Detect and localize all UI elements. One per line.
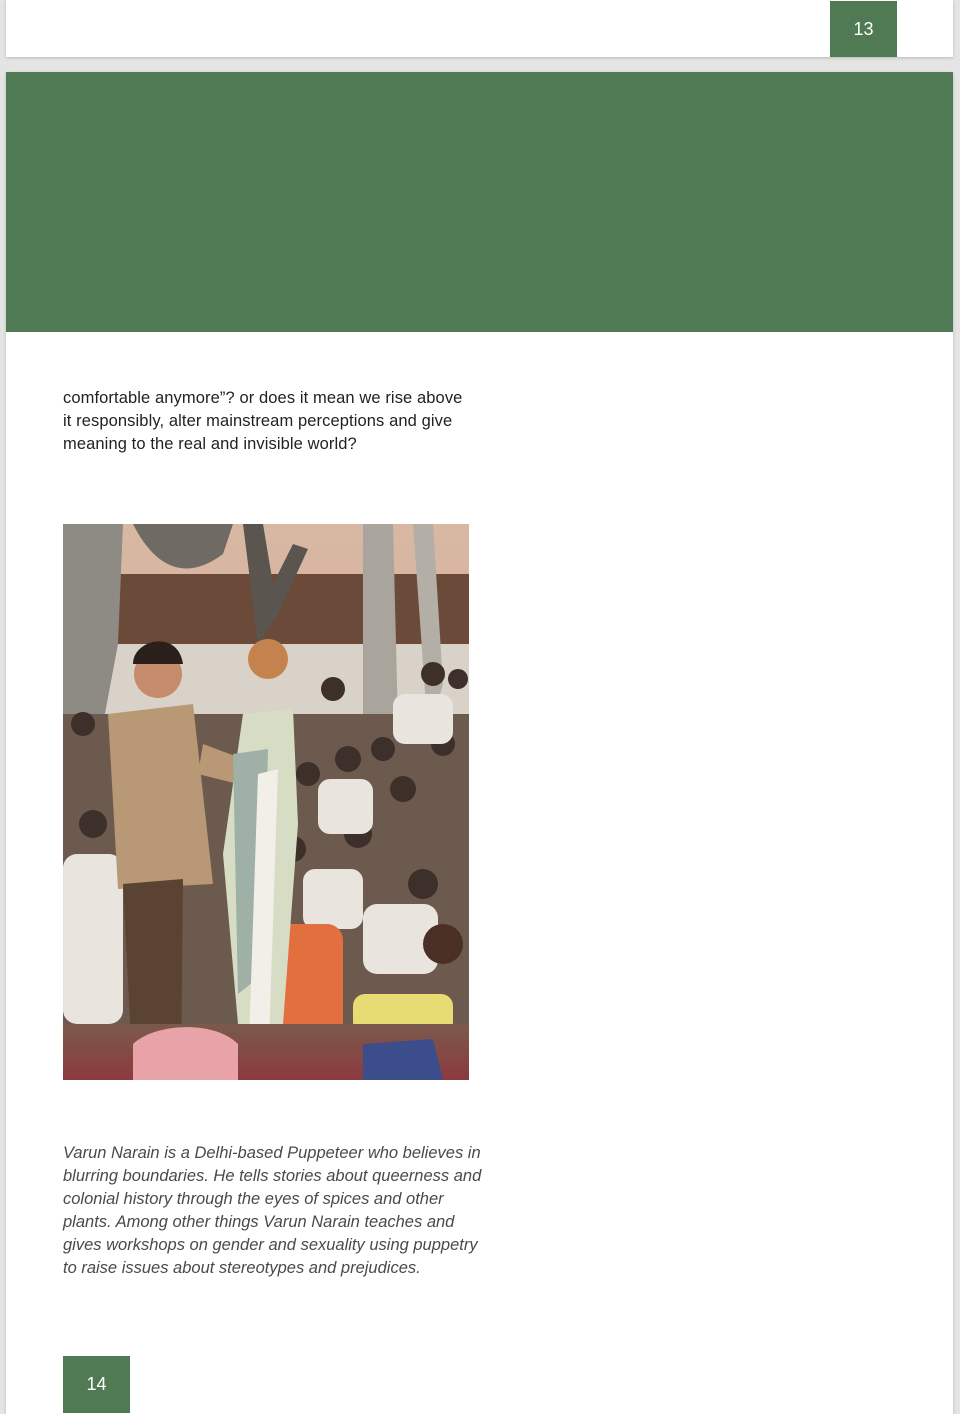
page-14 [6,72,953,1414]
page-number-label: 14 [86,1374,107,1394]
photo-caption: Varun Narain is a Delhi-based Puppeteer who believes in blurring boundaries. He tells stories about queerness and colonial history through the eyes of spices and other plants. Among other things Varun Narain teaches and gives workshops on gender and sexuality using puppetry to raise issues about stereotypes and prejudices. [63,1144,482,1277]
puppeteer-photo [63,524,469,1080]
green-header-band [6,72,953,332]
page-13-bottom [6,0,953,57]
page-number-label: 13 [853,18,874,39]
body-paragraph: comfortable anymore”? or does it mean we rise above it responsibly, alter mainstream perceptions and give meaning to the real and invisible world? [63,389,463,453]
page-number-14 [63,1356,130,1413]
page-number-13 [830,1,897,57]
